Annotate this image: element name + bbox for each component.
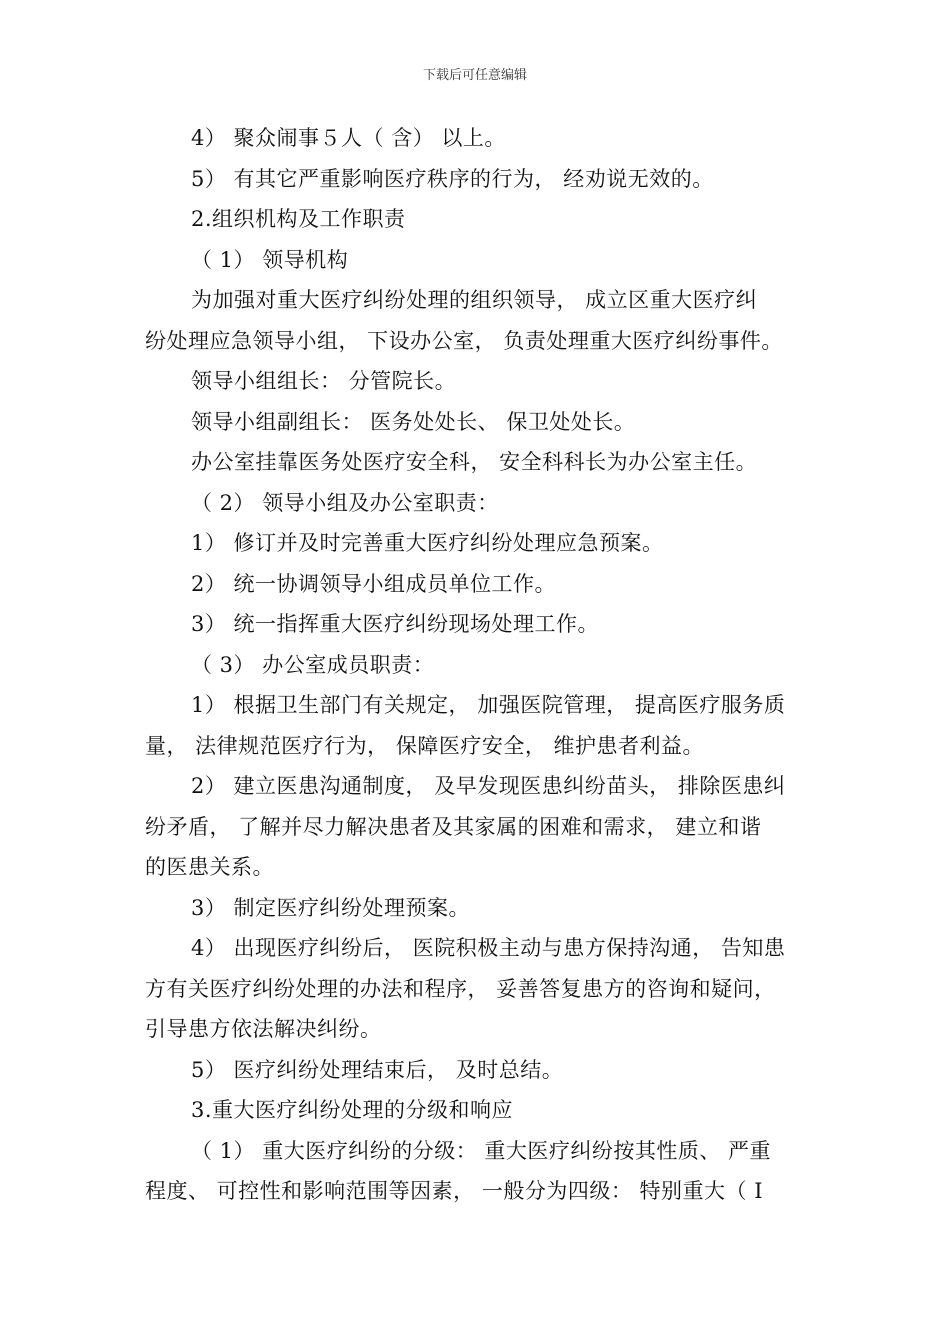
text-line: 3） 制定医疗纠纷处理预案。 <box>191 895 471 920</box>
text-line: 程度、 可控性和影响范围等因素， 一般分为四级： 特别重大（ Ⅰ <box>145 1179 763 1203</box>
text-line: 为加强对重大医疗纠纷处理的组织领导， 成立区重大医疗纠 <box>191 288 758 312</box>
text-line: 办公室挂靠医务处医疗安全科， 安全科科长为办公室主任。 <box>191 450 758 474</box>
text-line: 纷矛盾， 了解并尽力解决患者及其家属的困难和需求， 建立和谐 <box>145 814 762 839</box>
text-line: （ 1） 重大医疗纠纷的分级： 重大医疗纠纷按其性质、 严重 <box>191 1138 772 1163</box>
text-line: 3.重大医疗纠纷处理的分级和响应 <box>191 1098 514 1122</box>
text-line: 5） 有其它严重影响医疗秩序的行为， 经劝说无效的。 <box>191 166 714 191</box>
text-line: 2） 统一协调领导小组成员单位工作。 <box>191 571 557 596</box>
text-line: 纷处理应急领导小组， 下设办公室， 负责处理重大医疗纠纷事件。 <box>145 328 783 353</box>
text-line: 领导小组副组长： 医务处处长、 保卫处处长。 <box>191 409 636 434</box>
text-line: 4） 聚众闹事５人（ 含） 以上。 <box>191 126 506 150</box>
text-line: （ 2） 领导小组及办公室职责： <box>191 490 499 515</box>
text-line: 引导患方依法解决纠纷。 <box>145 1017 382 1041</box>
text-line: 领导小组组长： 分管院长。 <box>191 369 457 393</box>
document-body <box>145 118 810 1212</box>
text-line: （ 3） 办公室成员职责： <box>191 652 435 677</box>
text-line: 4） 出现医疗纠纷后， 医院积极主动与患方保持沟通， 告知患 <box>191 936 786 960</box>
text-line: 5） 医疗纠纷处理结束后， 及时总结。 <box>191 1057 564 1082</box>
text-line: （ 1） 领导机构 <box>191 247 349 272</box>
text-line: 1） 根据卫生部门有关规定， 加强医院管理， 提高医疗服务质 <box>191 693 786 717</box>
text-line: 1） 修订并及时完善重大医疗纠纷处理应急预案。 <box>191 531 664 555</box>
page-header: 下载后可任意编辑 <box>422 68 527 83</box>
text-line: 的医患关系。 <box>145 855 274 879</box>
text-line: 量， 法律规范医疗行为， 保障医疗安全， 维护患者利益。 <box>145 733 705 758</box>
text-line: 2.组织机构及工作职责 <box>191 207 406 231</box>
text-line: 2） 建立医患沟通制度， 及早发现医患纠纷苗头， 排除医患纠 <box>191 774 786 798</box>
text-line: 方有关医疗纠纷处理的办法和程序， 妥善答复患方的咨询和疑问， <box>145 976 776 1001</box>
text-line: 3） 统一指挥重大医疗纠纷现场处理工作。 <box>191 612 600 636</box>
